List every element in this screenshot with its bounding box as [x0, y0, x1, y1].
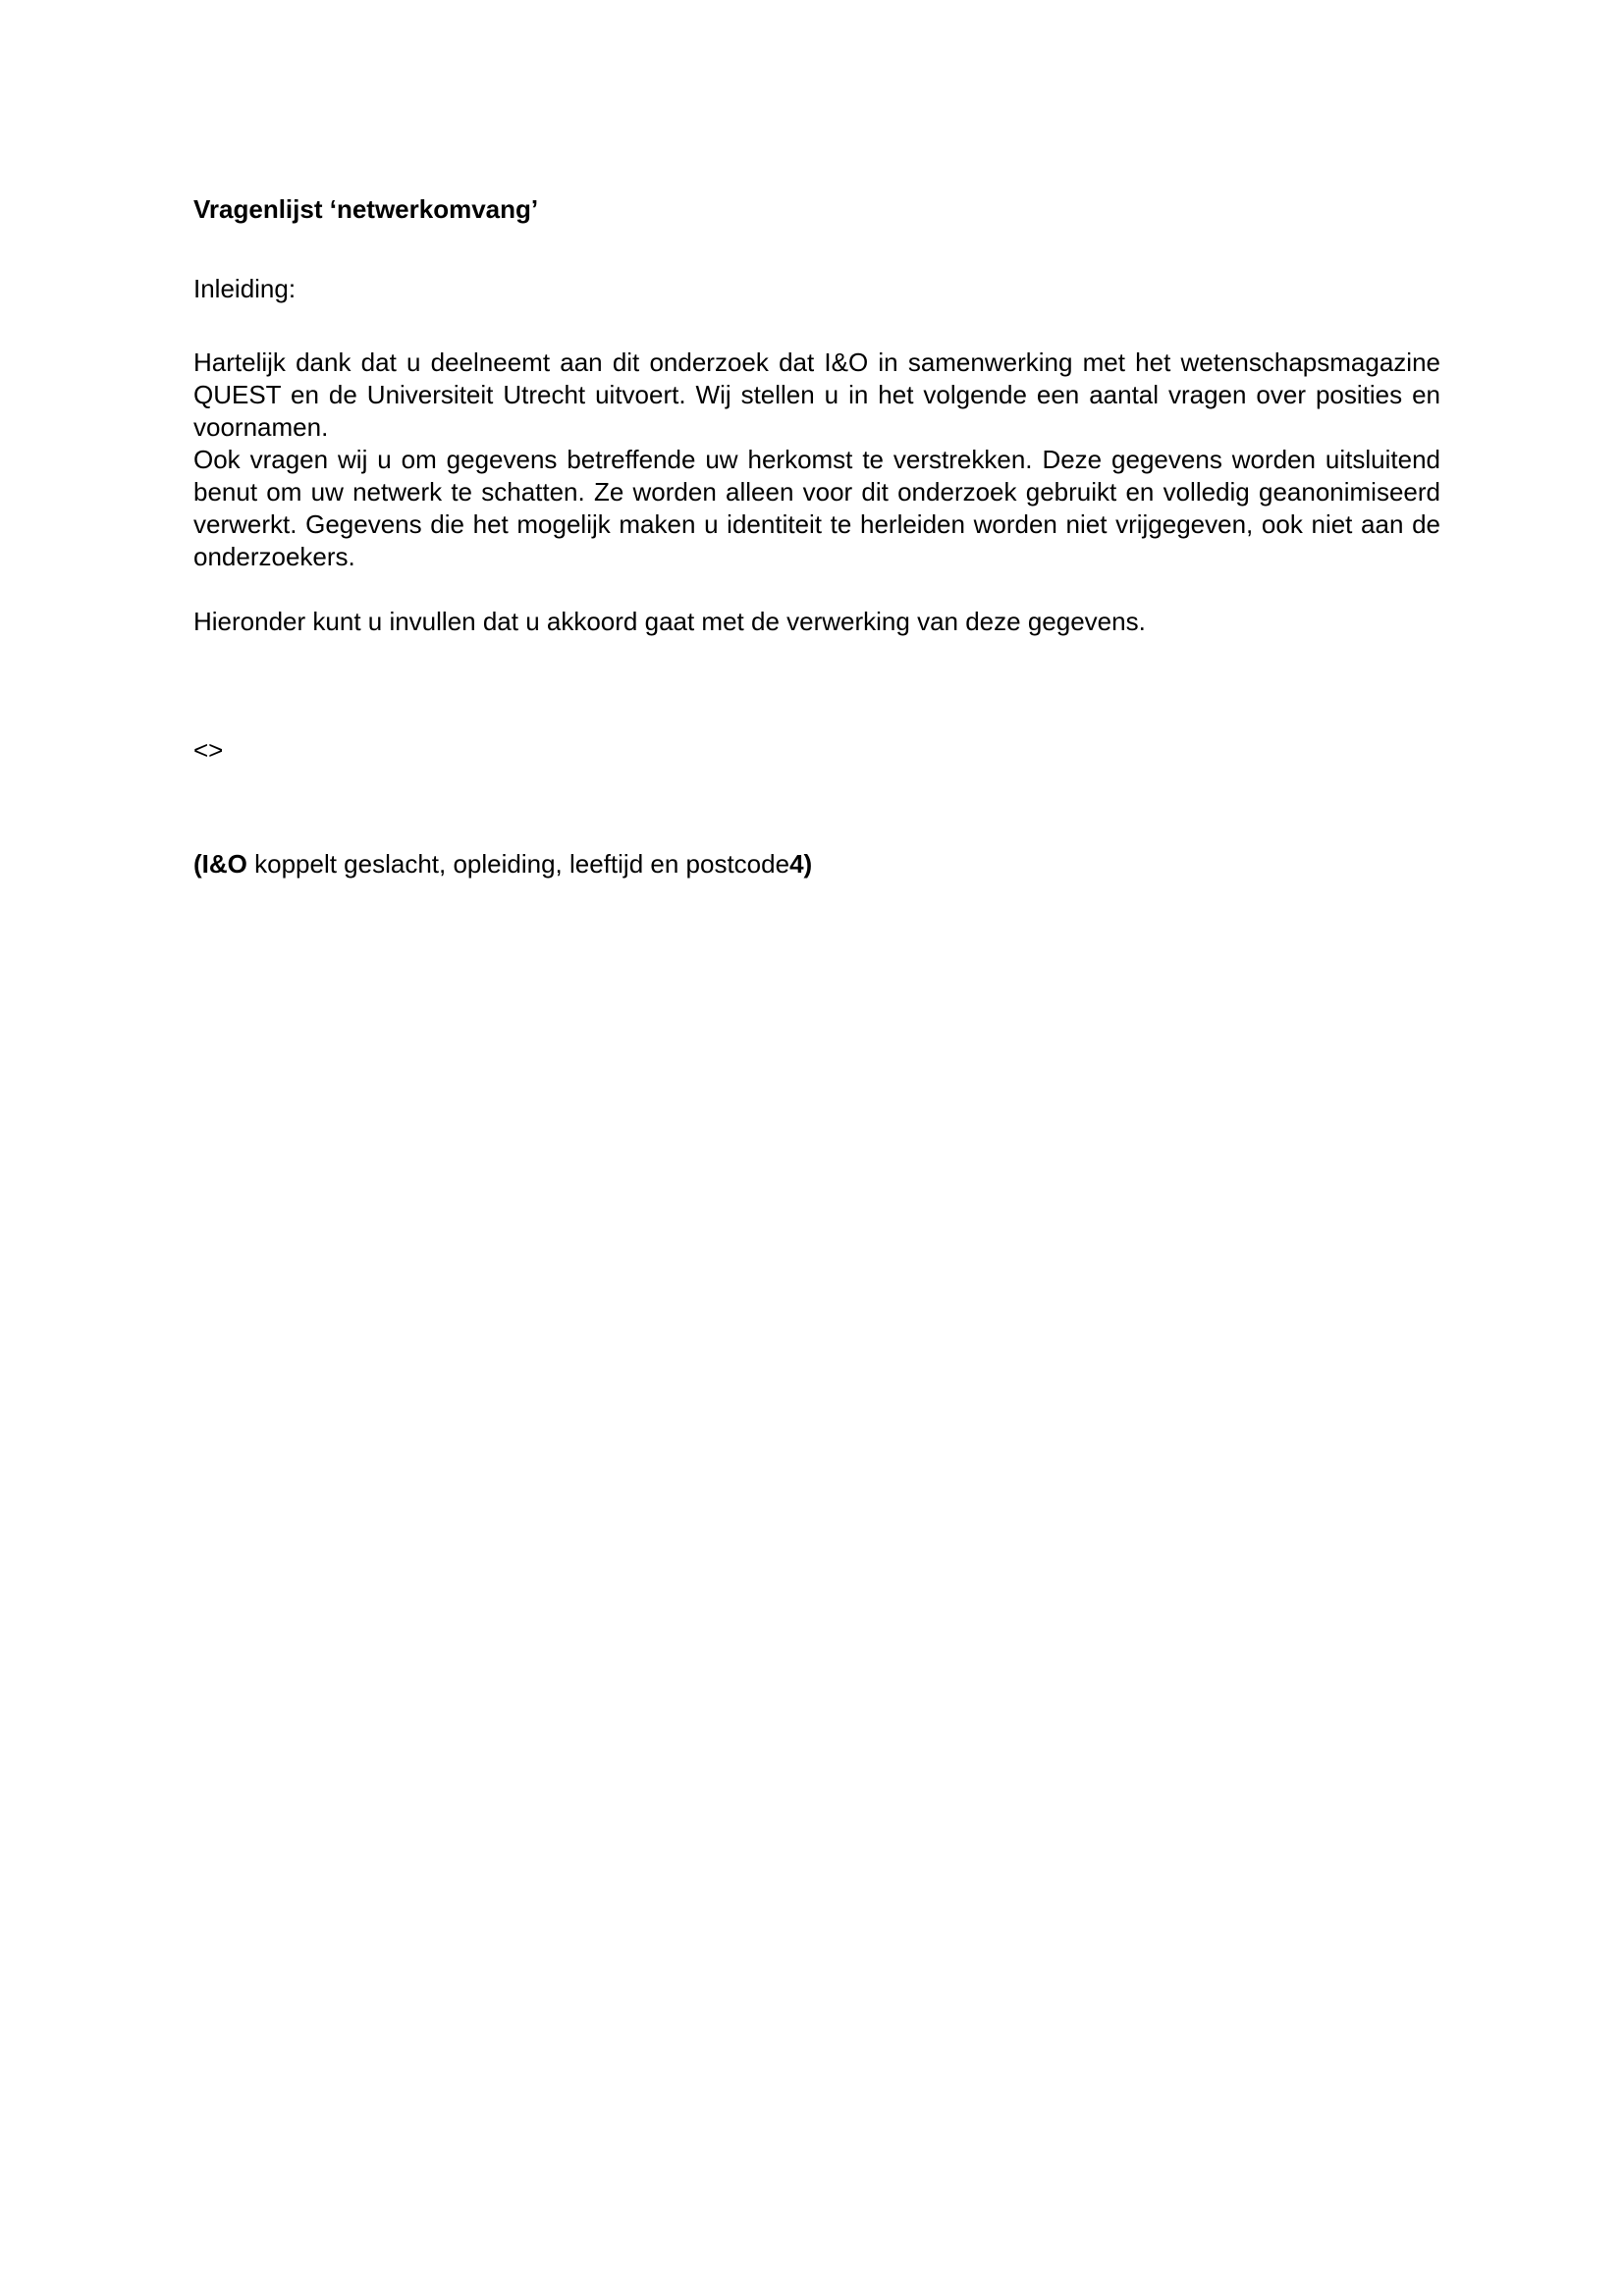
paragraph-consent: Hieronder kunt u invullen dat u akkoord gaat met de verwerking van deze gegevens.: [193, 607, 1146, 636]
linking-note-open: (I&O: [193, 849, 247, 879]
intro-label: Inleiding:: [193, 274, 297, 303]
document-title: Vragenlijst ‘netwerkomvang’: [193, 194, 539, 224]
consent-placeholder: <>: [193, 735, 224, 765]
organization-name: I&O: [824, 347, 869, 377]
document-body: [193, 192, 1440, 881]
linking-note: [193, 848, 1440, 881]
paragraph-thanks-start: Hartelijk dank dat u deelneemt aan dit onderzoek dat: [193, 347, 825, 377]
paragraph-thanks-end: in samenwerking met het wetenschapsmagazine QUEST en de Universiteit Utrecht uitvoert. Wij stellen u in het volgende een aantal vragen over posities en voornamen.: [193, 347, 1440, 442]
paragraph-thanks: [193, 347, 1440, 444]
linking-note-close: 4): [789, 849, 813, 879]
linking-note-text: koppelt geslacht, opleiding, leeftijd en postcode: [246, 849, 790, 879]
paragraph-privacy: Ook vragen wij u om gegevens betreffende uw herkomst te verstrekken. Deze gegevens worden uitsluitend benut om uw netwerk te schatten. Ze worden alleen voor dit onderzoek gebruikt en volledig geanonimiseerd verwerkt. Gegevens die het mogelijk maken u identiteit te herleiden worden niet vrijgegeven, ook niet aan de onderzoekers.: [193, 445, 1440, 571]
